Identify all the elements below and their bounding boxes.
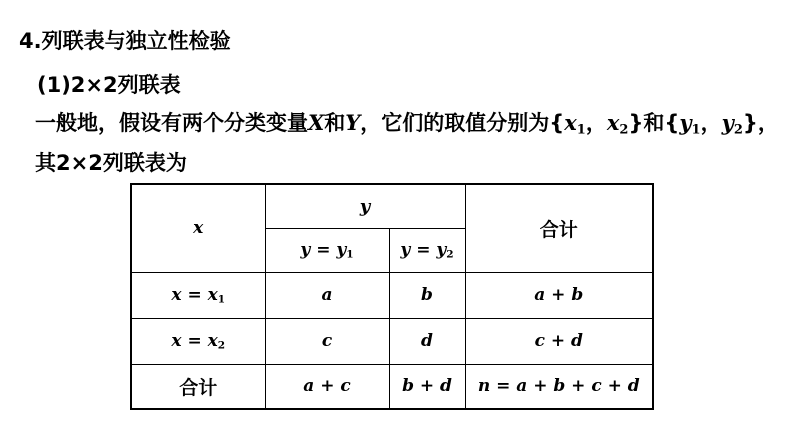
row-header-total: 合计: [131, 364, 265, 409]
intro-paragraph: [35, 107, 779, 137]
col-header-y1: $y = y_1$: [265, 228, 389, 272]
section-heading: 4.列联表与独立性检验: [19, 29, 231, 53]
value-y2: $y_2$: [721, 110, 743, 138]
cell-n-total: n = a + b + c + d: [465, 364, 653, 409]
cell-a-plus-c: a + c: [265, 364, 389, 409]
cell-a: a: [265, 272, 389, 318]
cell-b: b: [389, 272, 465, 318]
cell-b-plus-d: b + d: [389, 364, 465, 409]
intro-text-4: }和{: [628, 111, 680, 135]
var-X: X: [308, 110, 325, 135]
table-row: [131, 364, 653, 409]
table-row: [131, 318, 653, 364]
header-y: y: [265, 184, 465, 228]
value-x1: $x_1$: [564, 110, 586, 138]
row-header-x2: $x = x_2$: [131, 318, 265, 364]
table-intro: 其2×2列联表为: [35, 151, 187, 175]
value-x2: $x_2$: [606, 110, 629, 138]
header-x: x: [131, 184, 265, 272]
cell-c-plus-d: c + d: [465, 318, 653, 364]
table-row: [131, 272, 653, 318]
intro-text-1: 一般地，假设有两个分类变量: [35, 111, 308, 135]
intro-text-2: 和: [324, 111, 346, 135]
header-total: 合计: [465, 184, 653, 272]
cell-d: d: [389, 318, 465, 364]
var-Y: Y: [345, 110, 361, 135]
value-y1: $y_1$: [679, 110, 701, 138]
intro-text-5: }，: [742, 111, 779, 135]
intro-text-3: ，它们的取值分别为{: [360, 111, 565, 135]
comma: ，: [700, 111, 722, 135]
contingency-table: [130, 183, 654, 410]
row-header-x1: $x = x_1$: [131, 272, 265, 318]
comma: ，: [585, 111, 607, 135]
cell-a-plus-b: a + b: [465, 272, 653, 318]
cell-c: c: [265, 318, 389, 364]
col-header-y2: $y = y_2$: [389, 228, 465, 272]
subsection-heading: (1)2×2列联表: [37, 73, 181, 97]
